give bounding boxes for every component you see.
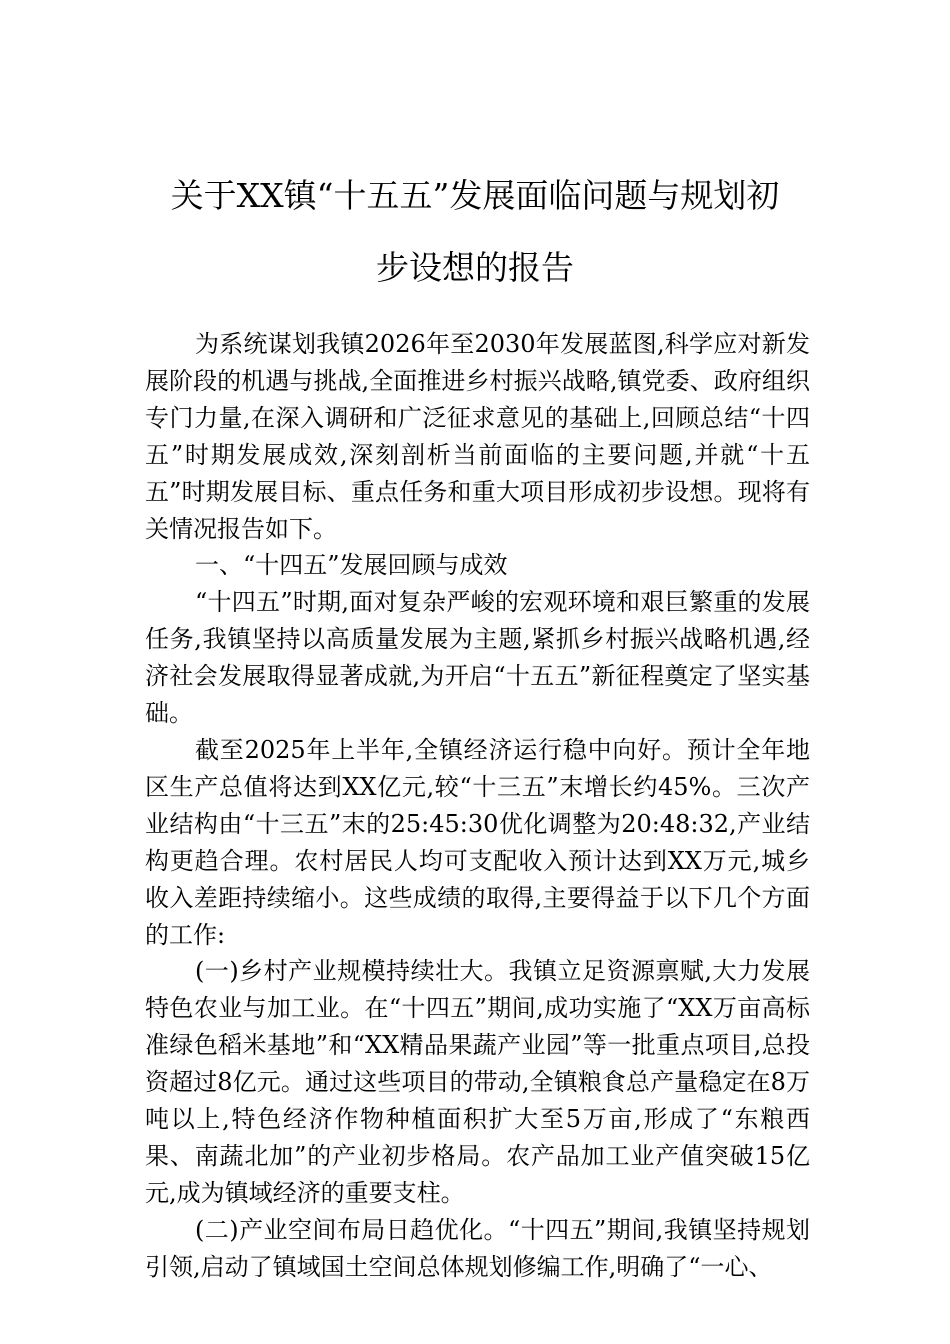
body-paragraph: (二)产业空间布局日趋优化。“十四五”期间,我镇坚持规划引领,启动了镇域国土空间总体规划修编工作,明确了“一心、 <box>145 1215 810 1281</box>
body-paragraph: 截至2025年上半年,全镇经济运行稳中向好。预计全年地区生产总值将达到XX亿元,较“十三五”末增长约45%。三次产业结构由“十三五”末的25:45:30优化调整为20:48:32,产业结构更趋合理。农村居民人均可支配收入预计达到XX万元,城乡收入差距持续缩小。这些成绩的取得,主要得益于以下几个方面的工作: <box>145 735 810 949</box>
document-body <box>145 326 810 1286</box>
title-line-1: 关于XX镇“十五五”发展面临问题与规划初 <box>170 176 780 215</box>
title-line-2: 步设想的报告 <box>376 248 574 287</box>
section-heading-1: 一、“十四五”发展回顾与成效 <box>195 551 508 580</box>
intro-paragraph: 为系统谋划我镇2026年至2030年发展蓝图,科学应对新发展阶段的机遇与挑战,全面推进乡村振兴战略,镇党委、政府组织专门力量,在深入调研和广泛征求意见的基础上,回顾总结“十四五”时期发展成效,深刻剖析当前面临的主要问题,并就“十五五”时期发展目标、重点任务和重大项目形成初步设想。现将有关情况报告如下。 <box>145 330 810 543</box>
body-paragraph: “十四五”时期,面对复杂严峻的宏观环境和艰巨繁重的发展任务,我镇坚持以高质量发展为主题,紧抓乡村振兴战略机遇,经济社会发展取得显著成就,为开启“十五五”新征程奠定了坚实基础。 <box>145 588 810 728</box>
body-paragraph: (一)乡村产业规模持续壮大。我镇立足资源禀赋,大力发展特色农业与加工业。在“十四五”期间,成功实施了“XX万亩高标准绿色稻米基地”和“XX精品果蔬产业园”等一批重点项目,总投资超过8亿元。通过这些项目的带动,全镇粮食总产量稳定在8万吨以上,特色经济作物种植面积扩大至5万亩,形成了“东粮西果、南蔬北加”的产业初步格局。农产品加工业产值突破15亿元,成为镇域经济的重要支柱。 <box>145 957 810 1207</box>
document-title <box>140 160 810 304</box>
